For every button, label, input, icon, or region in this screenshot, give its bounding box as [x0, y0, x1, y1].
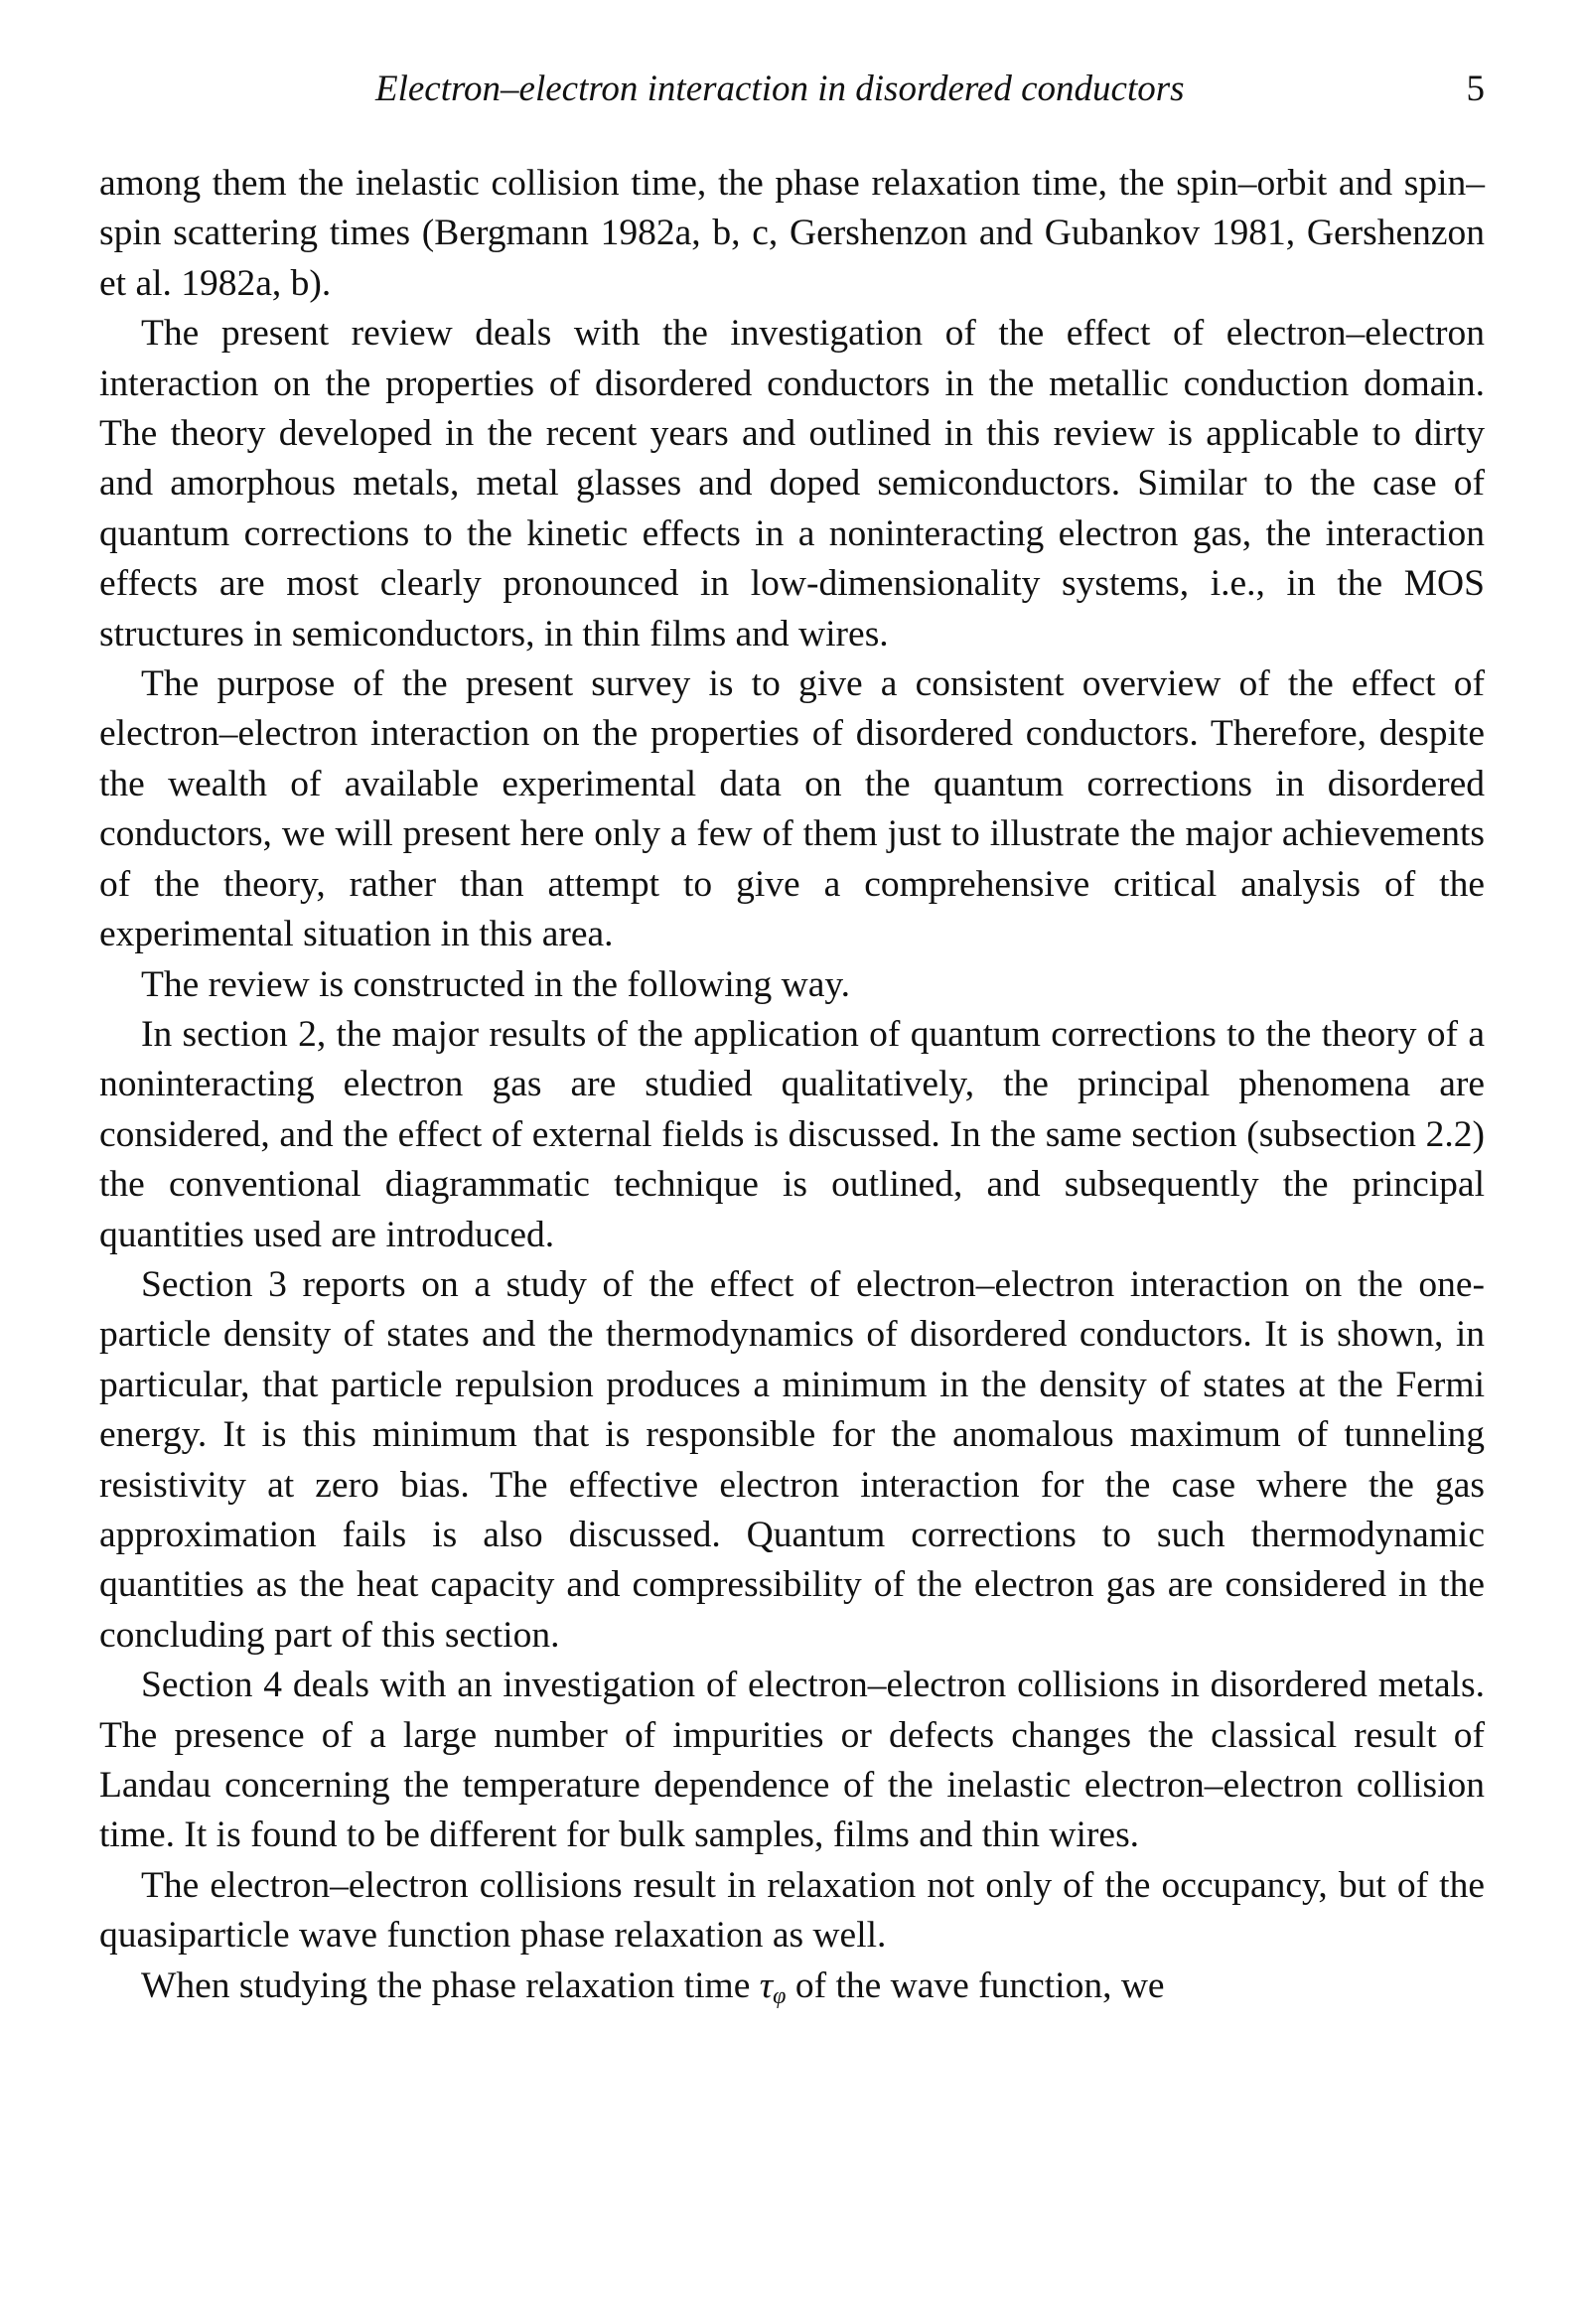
- page-number: 5: [1466, 69, 1485, 109]
- body-text: [99, 159, 1485, 2011]
- symbol-tau: τ: [759, 1964, 774, 2006]
- text-after-symbol: of the wave function, we: [786, 1964, 1165, 2006]
- page: [99, 60, 1485, 2011]
- running-title: Electron–electron interaction in disordered conductors: [375, 69, 1185, 109]
- paragraph: Section 3 reports on a study of the effect of electron–electron interaction on the one-particle density of states and the thermodynamics of disordered conductors. It is shown, in particular, that particle repulsion produces a minimum in the density of states at the Fermi energy. It is this minimum that is responsible for the anomalous maximum of tunneling resistivity at zero bias. The effective electron interaction for the case where the gas approximation fails is also discussed. Quantum corrections to such thermodynamic quantities as the heat capacity and compressibility of the electron gas are considered in the concluding part of this section.: [99, 1263, 1485, 1656]
- text-before-symbol: When studying the phase relaxation time: [141, 1964, 760, 2006]
- running-header: [99, 60, 1485, 119]
- paragraph: Section 4 deals with an investigation of electron–electron collisions in disordered metals. The presence of a large number of impurities or defects changes the classical result of Landau concerning the temperature dependence of the inelastic electron–electron collision time. It is found to be different for bulk samples, films and thin wires.: [99, 1665, 1485, 1856]
- paragraph: The electron–electron collisions result in relaxation not only of the occupancy, but of the quasiparticle wave function phase relaxation as well.: [99, 1864, 1485, 1957]
- paragraph: In section 2, the major results of the application of quantum corrections to the theory of a noninteracting electron gas are studied qualitatively, the principal phenomena are considered, and the effect of external fields is discussed. In the same section (subsection 2.2) the conventional diagrammatic technique is outlined, and subsequently the principal quantities used are introduced.: [99, 1013, 1485, 1255]
- symbol-subscript-phi: φ: [773, 1982, 787, 2009]
- paragraph-continued: among them the inelastic collision time, the phase relaxation time, the spin–orbit and spin–spin scattering times (Bergmann 1982a, b, c, Gershenzon and Gubankov 1981, Gershenzon et al. 1982a, b).: [99, 163, 1485, 304]
- paragraph: The review is constructed in the following way.: [141, 963, 851, 1005]
- paragraph: The present review deals with the investigation of the effect of electron–electron interaction on the properties of disordered conductors in the metallic conduction domain. The theory developed in the recent years and outlined in this review is applicable to dirty and amorphous metals, metal glasses and doped semiconductors. Similar to the case of quantum corrections to the kinetic effects in a noninteracting electron gas, the interaction effects are most clearly pronounced in low-dimensionality systems, i.e., in the MOS structures in semiconductors, in thin films and wires.: [99, 313, 1485, 654]
- paragraph-last: [99, 1961, 1485, 2011]
- tau-phi-symbol: [759, 1964, 787, 2009]
- paragraph: The purpose of the present survey is to give a consistent overview of the effect of electron–electron interaction on the properties of disordered conductors. Therefore, despite the wealth of available experimental data on the quantum corrections in disordered conductors, we will present here only a few of them just to illustrate the major achievements of the theory, rather than attempt to give a comprehensive critical analysis of the experimental situation in this area.: [99, 663, 1485, 955]
